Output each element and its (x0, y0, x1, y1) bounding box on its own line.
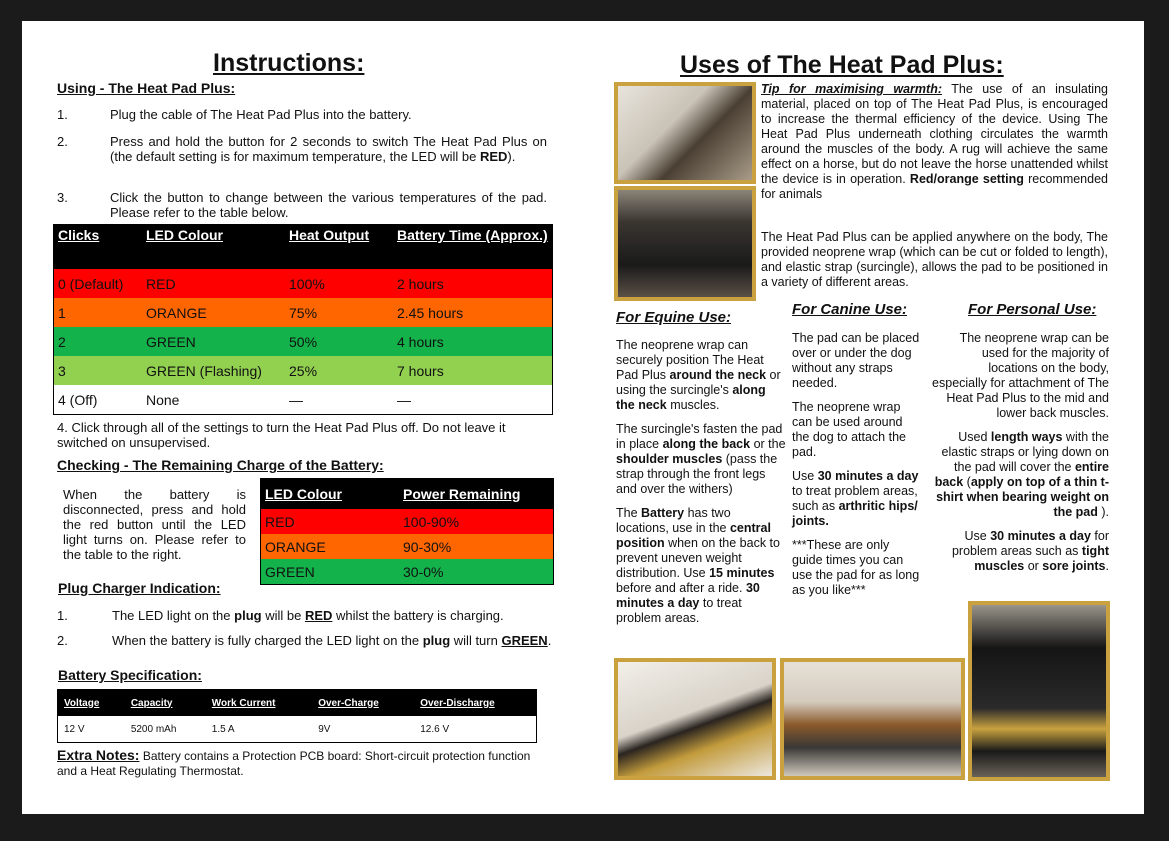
table-cell: 7 hours (397, 362, 444, 379)
step-3-number: 3. (57, 190, 68, 205)
header-led-colour: LED Colour (261, 479, 400, 510)
instructions-title: Instructions: (213, 49, 365, 77)
uses-title: Uses of The Heat Pad Plus: (680, 51, 1004, 79)
horse-surcingle-photo (614, 658, 776, 780)
charge-table-header (261, 479, 554, 510)
table-row (261, 509, 554, 534)
table-cell: 5200 mAh (130, 723, 177, 735)
dog-on-pad-photo (780, 658, 965, 780)
battery-heading: Battery Specification: (58, 667, 202, 683)
extra-notes-label: Extra Notes: (57, 747, 140, 763)
header-over-discharge: Over-Discharge (414, 690, 536, 717)
header-battery-time: Battery Time (Approx.) (393, 225, 553, 270)
step-2-number: 2. (57, 134, 68, 149)
table-cell: 50% (289, 333, 318, 350)
table-row (54, 298, 553, 327)
checking-text: When the battery is disconnected, press and hold the red button until the LED light turns on. Please refer to the table to the right. (63, 487, 246, 562)
header-power-remaining: Power Remaining (399, 479, 554, 510)
header-capacity: Capacity (125, 690, 206, 717)
table-cell: 12 V (64, 723, 85, 735)
table-cell: 1.5 A (211, 723, 235, 735)
table-cell: 2.45 hours (397, 304, 464, 321)
step-1-text: Plug the cable of The Heat Pad Plus into the battery. (110, 107, 412, 122)
header-led-colour: LED Colour (142, 225, 285, 270)
table-cell: GREEN (146, 333, 196, 350)
table-cell: 2 (58, 333, 66, 350)
table-cell: 30-0% (403, 563, 444, 580)
table-cell: GREEN (Flashing) (146, 362, 262, 379)
table-row (54, 327, 553, 356)
checking-heading: Checking - The Remaining Charge of the Battery: (57, 457, 384, 473)
tip-bold: Red/orange setting (909, 172, 1024, 186)
table-cell: 12.6 V (420, 723, 450, 735)
equine-text: The neoprene wrap can securely position The Heat Pad Plus around the neck or using the surcingle's along the neck muscles. The surcingle's fasten the pad in place along the back or the shoulder muscles (pass the strap through the front legs and over the withers) The Battery has two locations, use in the central position when on the back to prevent uneven weight distribution. Use 15 minutes before and after a ride. 30 minutes a day to treat problem areas. (616, 338, 786, 625)
plug-step-2-number: 2. (57, 633, 68, 648)
table-cell: RED (265, 513, 295, 530)
plug-step-1-text: The LED light on the plug will be RED whilst the battery is charging. (112, 608, 504, 623)
extra-notes-text: Battery contains a Protection PCB board: Short-circuit protection function and a Heat Regulating Thermostat. (57, 749, 531, 778)
table-cell: 4 hours (397, 333, 444, 350)
canine-text: The pad can be placed over or under the dog without any straps needed. The neoprene wrap can be used around the dog to attach the pad. Use 30 minutes a day to treat problem areas, such as arthritic hips/ joints. ***These are only guide times you can use the pad for as long as you like*** (792, 331, 920, 597)
table-cell: GREEN (265, 563, 315, 580)
table-cell: 2 hours (397, 275, 444, 292)
table-cell: RED (146, 275, 176, 292)
table-row (261, 534, 554, 559)
back-wrap-photo (614, 186, 756, 301)
table-row (54, 385, 553, 415)
horse-neck-photo (614, 82, 756, 184)
table-row (54, 269, 553, 298)
tip-end: recommended for animals (761, 172, 1108, 201)
personal-heading: For Personal Use: (968, 301, 1097, 318)
canine-heading: For Canine Use: (792, 301, 908, 318)
table-cell: 1 (58, 304, 66, 321)
table-cell: — (397, 391, 411, 408)
table-cell: 4 (Off) (58, 391, 98, 408)
document-page (22, 21, 1144, 814)
table-cell: — (289, 391, 303, 408)
header-work-current: Work Current (206, 690, 312, 717)
using-heading: Using - The Heat Pad Plus: (57, 80, 236, 96)
table-cell: ORANGE (146, 304, 207, 321)
table-cell: 75% (289, 304, 318, 321)
vest-back-photo (968, 601, 1110, 781)
table-row (261, 559, 554, 585)
table-row (58, 716, 537, 743)
equine-heading: For Equine Use: (616, 309, 732, 326)
step-2-text: Press and hold the button for 2 seconds to switch The Heat Pad Plus on (the default setting is for maximum temperature, the LED will be RED). (110, 134, 547, 164)
spec-table-header (58, 690, 537, 717)
table-cell: None (146, 391, 180, 408)
table-cell: 25% (289, 362, 318, 379)
table-cell: 90-30% (403, 538, 452, 555)
tip-label: Tip for maximising warmth: (761, 82, 942, 96)
tip-text: The use of an insulating material, placed on top of The Heat Pad Plus, is encouraged to increase the thermal efficiency of the device. Using The Heat Pad Plus underneath clothing circulates the warmth around the muscles of the body. A rug will achieve the same effect on a horse, but do not leave the horse unattended whilst the device is in operation. (761, 82, 1108, 186)
table-cell: 3 (58, 362, 66, 379)
header-clicks: Clicks (54, 225, 143, 270)
table-cell: 0 (Default) (58, 275, 124, 292)
spec-table (57, 689, 537, 743)
charge-table (260, 478, 554, 585)
extra-notes (57, 748, 552, 779)
header-voltage: Voltage (58, 690, 125, 717)
table-cell: 9V (318, 723, 331, 735)
clicks-table-header (54, 225, 553, 270)
plug-step-2-text: When the battery is fully charged the LED light on the plug will turn GREEN. (112, 633, 552, 648)
step-4-text: 4. Click through all of the settings to turn the Heat Pad Plus off. Do not leave it switched on unsupervised. (57, 420, 506, 450)
table-cell: 100% (289, 275, 325, 292)
personal-text: The neoprene wrap can be used for the majority of locations on the body, especially for attachment of The Heat Pad Plus to the mid and lower back muscles. Used length ways with the elastic straps or lying down on the pad will cover the entire back (apply on top of a thin t-shirt when bearing weight on the pad ). Use 30 minutes a day for problem areas such as tight muscles or sore joints. (932, 331, 1109, 573)
clicks-table (53, 224, 553, 415)
plug-step-1-number: 1. (57, 608, 68, 623)
plug-heading: Plug Charger Indication: (58, 580, 221, 596)
tip-paragraph (761, 82, 1108, 202)
header-heat-output: Heat Output (285, 225, 393, 270)
step-1-number: 1. (57, 107, 68, 122)
apply-paragraph: The Heat Pad Plus can be applied anywhere on the body, The provided neoprene wrap (which can be cut or folded to length), and elastic strap (surcingle), allows the pad to be positioned in a variety of different areas. (761, 230, 1108, 289)
table-row (54, 356, 553, 385)
step-3-text: Click the button to change between the various temperatures of the pad. Please refer to the table below. (110, 190, 547, 220)
header-over-charge: Over-Charge (312, 690, 414, 717)
table-cell: ORANGE (265, 538, 326, 555)
table-cell: 100-90% (403, 513, 460, 530)
